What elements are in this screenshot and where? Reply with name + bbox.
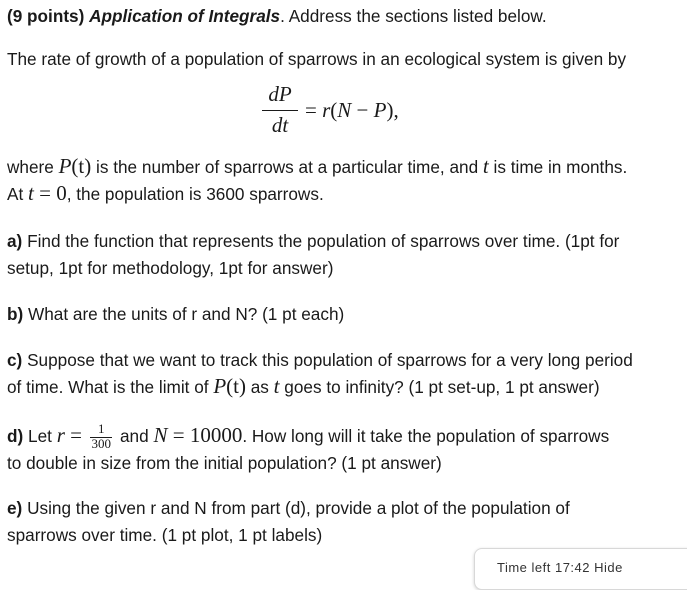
timer-hint-text: Time left 17:42 Hide xyxy=(497,560,623,575)
problem-header xyxy=(7,6,547,27)
var-P-of-t: P xyxy=(58,154,72,178)
part-c-text-1: Suppose that we want to track this population of sparrows for a very long period xyxy=(22,350,633,370)
r-fraction-numerator: 1 xyxy=(97,421,105,436)
P-limit-argument: (t) xyxy=(226,374,246,398)
let-text: Let xyxy=(23,426,57,446)
var-t-initial: t xyxy=(28,181,34,205)
part-b-label: b) xyxy=(7,304,24,324)
part-c-text-2c: goes to infinity? (1 pt set-up, 1 pt answer) xyxy=(279,377,600,397)
part-d-line2: to double in size from the initial population? (1 pt answer) xyxy=(7,453,442,473)
points-label: (9 points) xyxy=(7,6,85,26)
equation-rhs xyxy=(305,98,399,123)
r-fraction-denominator: 300 xyxy=(91,436,111,451)
and-text: and xyxy=(115,426,154,446)
part-c-text-2b: as xyxy=(245,377,274,397)
initial-population-text: , the population is 3600 sparrows. xyxy=(66,184,324,204)
open-paren: ( xyxy=(330,98,338,122)
part-c-line1 xyxy=(7,350,633,371)
part-a-label: a) xyxy=(7,231,23,251)
var-N-given: N xyxy=(153,423,168,447)
t-zero-value: 0 xyxy=(56,181,67,205)
part-e-line2: sparrows over time. (1 pt plot, 1 pt labels) xyxy=(7,525,323,545)
intro-text: The rate of growth of a population of sparrows in an ecological system is given by xyxy=(7,49,627,69)
part-a-text-1: Find the function that represents the population of sparrows over time. (1pt for xyxy=(22,231,620,251)
part-a-line1 xyxy=(7,231,619,252)
var-t-limit: t xyxy=(273,374,280,398)
r-value-fraction xyxy=(87,421,115,451)
part-a-line2: setup, 1pt for methodology, 1pt for answer) xyxy=(7,258,334,278)
part-c-text-2a: of time. What is the limit of xyxy=(7,377,214,397)
part-c-label: c) xyxy=(7,350,23,370)
P-argument: (t) xyxy=(71,154,92,178)
var-r: r xyxy=(322,98,331,122)
timer-hint-popup[interactable] xyxy=(474,548,687,590)
minus-sign: − xyxy=(351,98,374,122)
part-c-line2 xyxy=(7,374,600,399)
var-N: N xyxy=(337,98,352,122)
var-r-given: r xyxy=(56,423,65,447)
close-paren: ), xyxy=(386,98,399,122)
derivative-numerator: dP xyxy=(268,82,292,106)
part-e-line1 xyxy=(7,498,570,519)
var-P: P xyxy=(373,98,387,122)
part-d-text-1: . How long will it take the population of sparrows xyxy=(242,426,610,446)
part-b-text: What are the units of r and N? (1 pt each) xyxy=(23,304,345,324)
at-text: At xyxy=(7,184,29,204)
part-b-line xyxy=(7,304,344,325)
equals-sign-initial: = xyxy=(33,181,57,205)
part-e-label: e) xyxy=(7,498,23,518)
where-text-1: where xyxy=(7,157,59,177)
initial-condition-line xyxy=(7,181,324,206)
part-e-text-1: Using the given r and N from part (d), provide a plot of the population of xyxy=(22,498,570,518)
where-line xyxy=(7,154,627,179)
equals-sign: = xyxy=(305,98,323,122)
where-text-2: is the number of sparrows at a particular time, and xyxy=(91,157,483,177)
fraction-bar xyxy=(262,110,298,111)
instruction-text: . Address the sections listed below. xyxy=(280,6,547,26)
part-d-label: d) xyxy=(7,426,24,446)
N-value: 10000 xyxy=(189,423,243,447)
equals-sign-N: = xyxy=(167,423,190,447)
var-t: t xyxy=(482,154,489,178)
derivative-denominator: dt xyxy=(271,113,289,137)
equals-sign-r: = xyxy=(64,423,88,447)
topic-title: Application of Integrals xyxy=(89,6,281,26)
part-d-line1 xyxy=(7,423,609,449)
where-text-3: is time in months. xyxy=(488,157,628,177)
var-P-limit: P xyxy=(213,374,227,398)
